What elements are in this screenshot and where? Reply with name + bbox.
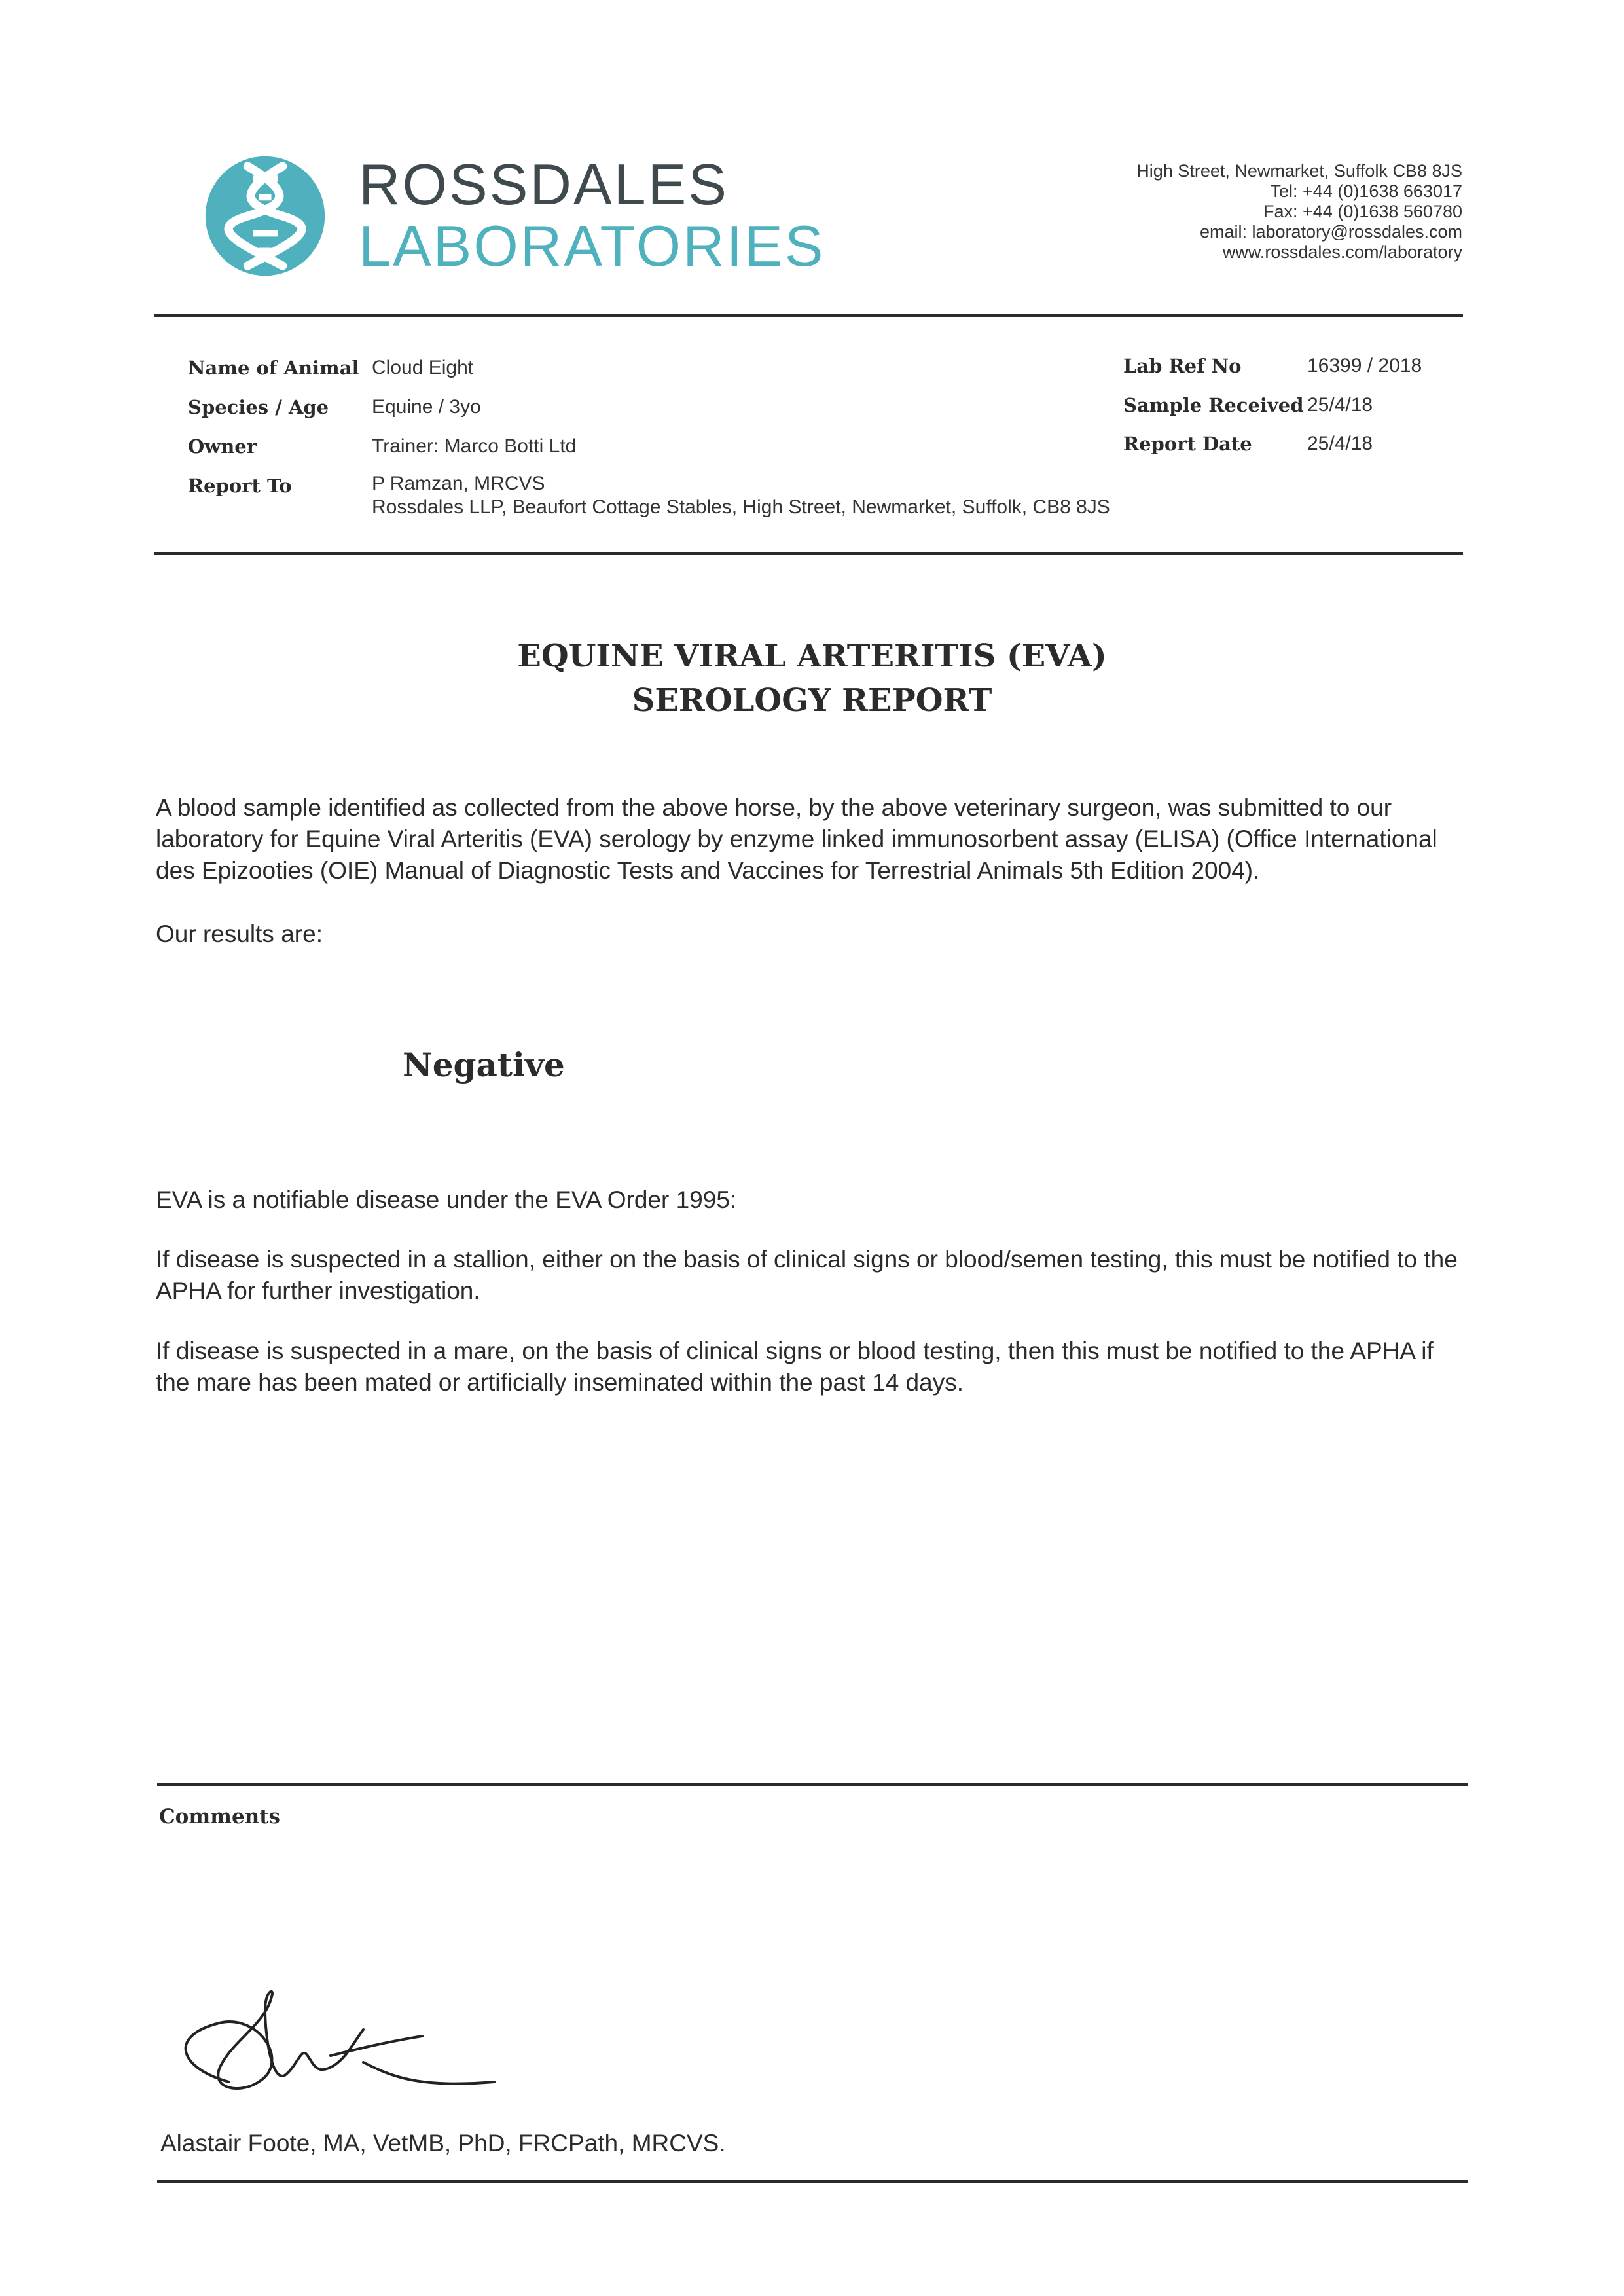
result-value: Negative xyxy=(403,1046,565,1084)
sample-received-value: 25/4/18 xyxy=(1307,394,1373,416)
report-title-line2: SEROLOGY REPORT xyxy=(632,682,992,719)
address-street: High Street, Newmarket, Suffolk CB8 8JS xyxy=(1136,161,1462,181)
report-date-label: Report Date xyxy=(1123,433,1252,455)
lab-ref-label: Lab Ref No xyxy=(1123,355,1242,377)
signatory-name: Alastair Foote, MA, VetMB, PhD, FRCPath, MRCVS. xyxy=(160,2130,726,2157)
species-age-label: Species / Age xyxy=(188,396,329,418)
report-to-label: Report To xyxy=(188,475,292,497)
address-fax: Fax: +44 (0)1638 560780 xyxy=(1263,202,1462,221)
report-to-address: Rossdales LLP, Beaufort Cottage Stables, High Street, Newmarket, Suffolk, CB8 8JS xyxy=(372,496,1110,518)
notifiable-statement: EVA is a notifiable disease under the EVA Order 1995: xyxy=(156,1186,737,1213)
sample-received-label: Sample Received xyxy=(1123,394,1304,416)
lab-ref-value: 16399 / 2018 xyxy=(1307,355,1422,376)
lab-address-block xyxy=(1136,161,1462,263)
brand-name-line2: LABORATORIES xyxy=(359,213,825,278)
report-title xyxy=(0,634,1624,723)
signature-image xyxy=(167,1984,507,2108)
mare-note: If disease is suspected in a mare, on the basis of clinical signs or blood testing, then this must be notified to the APHA if the mare has been mated or artificially inseminated within the past 14 days. xyxy=(156,1338,1434,1396)
address-tel: Tel: +44 (0)1638 663017 xyxy=(1270,181,1462,201)
report-to-name: P Ramzan, MRCVS xyxy=(372,473,545,494)
owner-label: Owner xyxy=(188,435,257,458)
footer-divider xyxy=(157,2180,1468,2183)
name-of-animal-label: Name of Animal xyxy=(188,357,359,379)
details-divider xyxy=(154,552,1463,555)
intro-paragraph: A blood sample identified as collected from the above horse, by the above veterinary surgeon, was submitted to our laboratory for Equine Viral Arteritis (EVA) serology by enzyme linked immunosorbent assay (ELISA) (Office International des Epizooties (OIE) Manual of Diagnostic Tests and Vaccines for Terrestrial Animals 5th Edition 2004). xyxy=(156,794,1437,884)
comments-divider xyxy=(157,1783,1468,1786)
name-of-animal-value: Cloud Eight xyxy=(372,357,474,378)
species-age-value: Equine / 3yo xyxy=(372,396,481,418)
dna-logo-icon xyxy=(203,154,327,278)
brand-name-line1: ROSSDALES xyxy=(359,152,729,217)
stallion-note: If disease is suspected in a stallion, either on the basis of clinical signs or blood/semen testing, this must be notified to the APHA for further investigation. xyxy=(156,1246,1458,1304)
report-date-value: 25/4/18 xyxy=(1307,433,1373,454)
address-website: www.rossdales.com/laboratory xyxy=(1222,242,1462,262)
results-intro: Our results are: xyxy=(156,920,323,947)
address-email: email: laboratory@rossdales.com xyxy=(1199,222,1462,242)
report-title-line1: EQUINE VIRAL ARTERITIS (EVA) xyxy=(517,638,1107,674)
comments-label: Comments xyxy=(159,1805,280,1829)
header-divider xyxy=(154,314,1463,317)
owner-value: Trainer: Marco Botti Ltd xyxy=(372,435,577,457)
